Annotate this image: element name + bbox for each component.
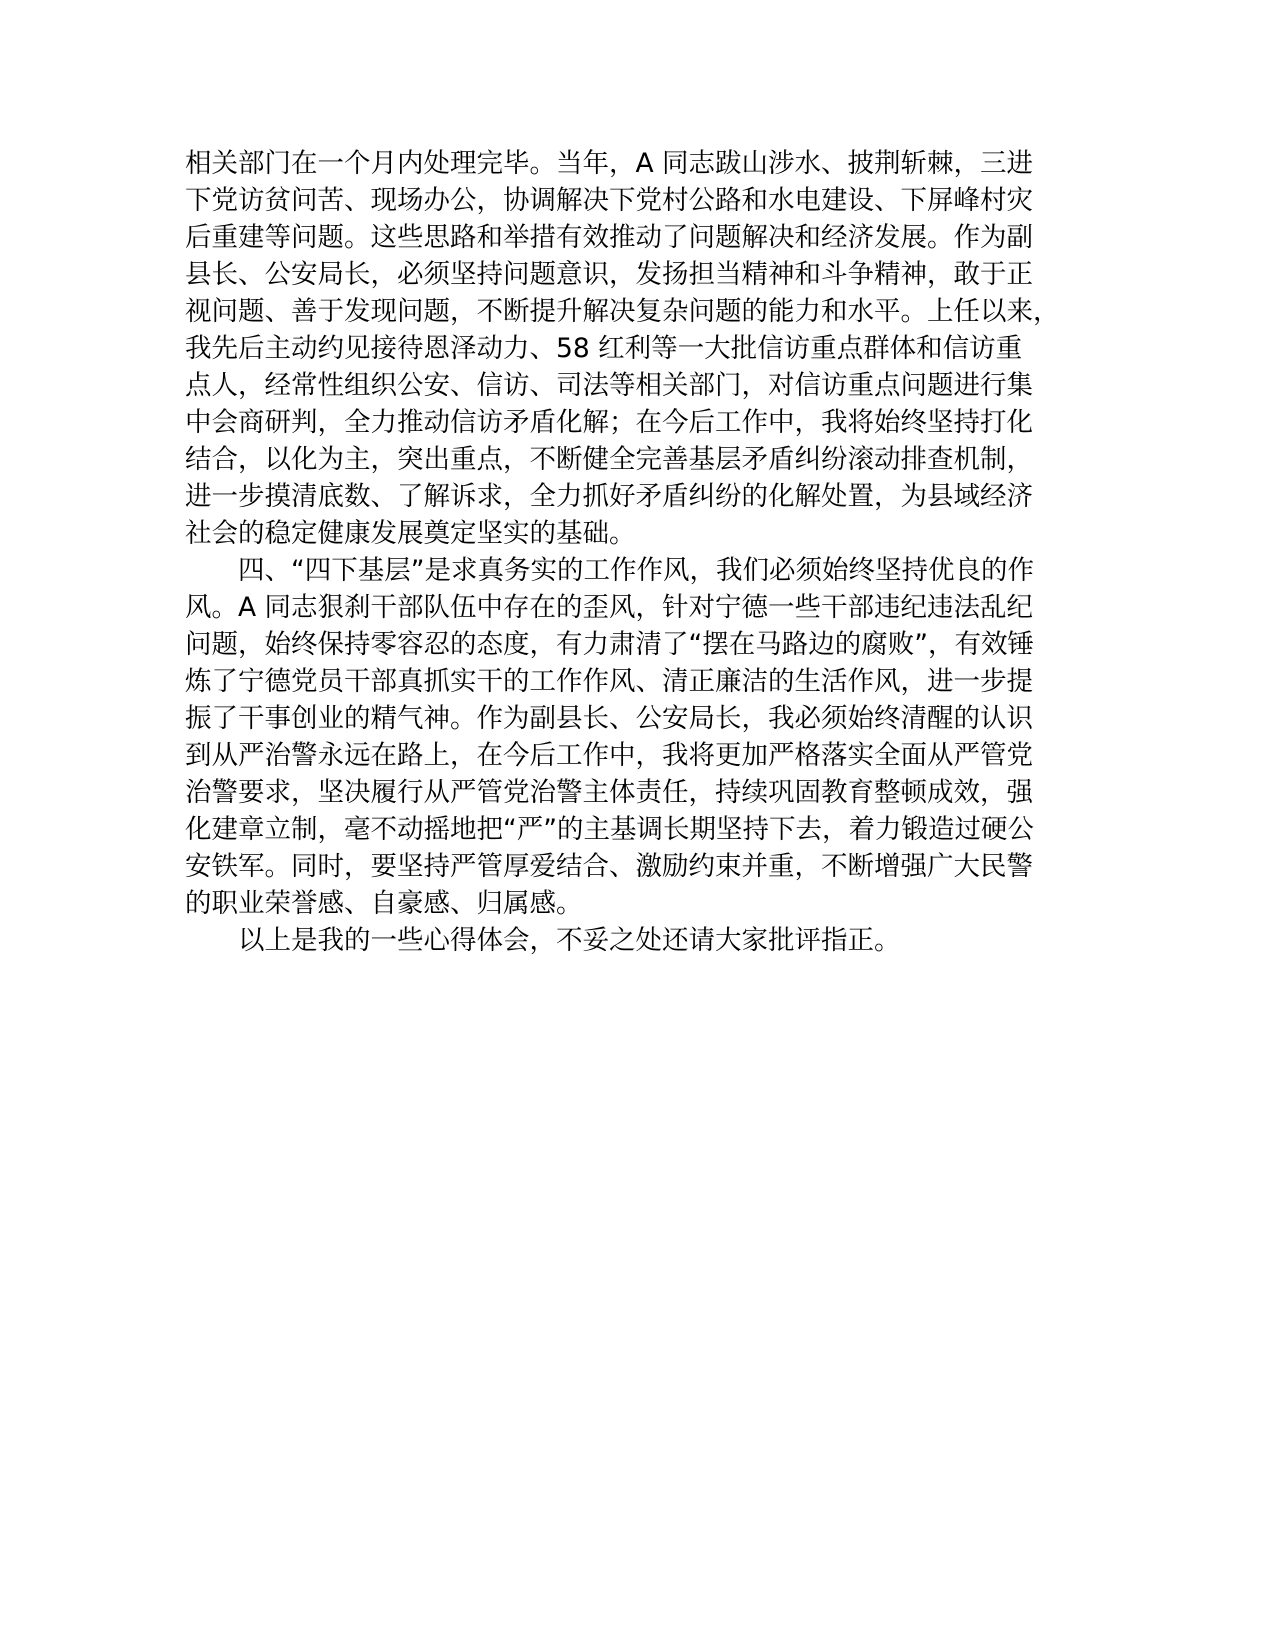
text-line: 到从严治警永远在路上，在今后工作中，我将更加严格落实全面从严管党 <box>185 740 1033 771</box>
text-line: 进一步摸清底数、了解诉求，全力抓好矛盾纠纷的化解处置，为县域经济 <box>185 481 1033 512</box>
paragraph-start-line: 以上是我的一些心得体会，不妥之处还请大家批评指正。 <box>185 925 901 956</box>
text-line: 化建章立制，毫不动摇地把“严”的主基调长期坚持下去，着力锻造过硬公 <box>185 814 1034 845</box>
text-line: 治警要求，坚决履行从严管党治警主体责任，持续巩固教育整顿成效，强 <box>185 777 1033 808</box>
text-line: 相关部门在一个月内处理完毕。当年，A 同志跋山涉水、披荆斩棘，三进 <box>185 148 1034 179</box>
text-line: 下党访贫问苦、现场办公，协调解决下党村公路和水电建设、下屏峰村灾 <box>185 185 1033 216</box>
text-line: 我先后主动约见接待恩泽动力、58 红利等一大批信访重点群体和信访重 <box>185 333 1023 364</box>
text-line: 点人，经常性组织公安、信访、司法等相关部门，对信访重点问题进行集 <box>185 370 1033 401</box>
paragraph-start-line: 四、“四下基层”是求真务实的工作作风，我们必须始终坚持优良的作 <box>185 555 1034 586</box>
text-line: 视问题、善于发现问题，不断提升解决复杂问题的能力和水平。上任以来， <box>185 296 1060 327</box>
document-body <box>185 145 1085 959</box>
text-line: 后重建等问题。这些思路和举措有效推动了问题解决和经济发展。作为副 <box>185 222 1033 253</box>
text-line: 县长、公安局长，必须坚持问题意识，发扬担当精神和斗争精神，敢于正 <box>185 259 1033 290</box>
text-line: 炼了宁德党员干部真抓实干的工作作风、清正廉洁的生活作风，进一步提 <box>185 666 1033 697</box>
text-line: 社会的稳定健康发展奠定坚实的基础。 <box>185 518 636 549</box>
text-line: 风。A 同志狠刹干部队伍中存在的歪风，针对宁德一些干部违纪违法乱纪 <box>185 592 1034 623</box>
text-line: 的职业荣誉感、自豪感、归属感。 <box>185 888 583 919</box>
text-line: 问题，始终保持零容忍的态度，有力肃清了“摆在马路边的腐败”，有效锤 <box>185 629 1034 660</box>
text-line: 振了干事创业的精气神。作为副县长、公安局长，我必须始终清醒的认识 <box>185 703 1033 734</box>
text-line: 安铁军。同时，要坚持严管厚爱结合、激励约束并重，不断增强广大民警 <box>185 851 1033 882</box>
text-line: 结合，以化为主，突出重点，不断健全完善基层矛盾纠纷滚动排查机制， <box>185 444 1033 475</box>
text-line: 中会商研判，全力推动信访矛盾化解；在今后工作中，我将始终坚持打化 <box>185 407 1033 438</box>
